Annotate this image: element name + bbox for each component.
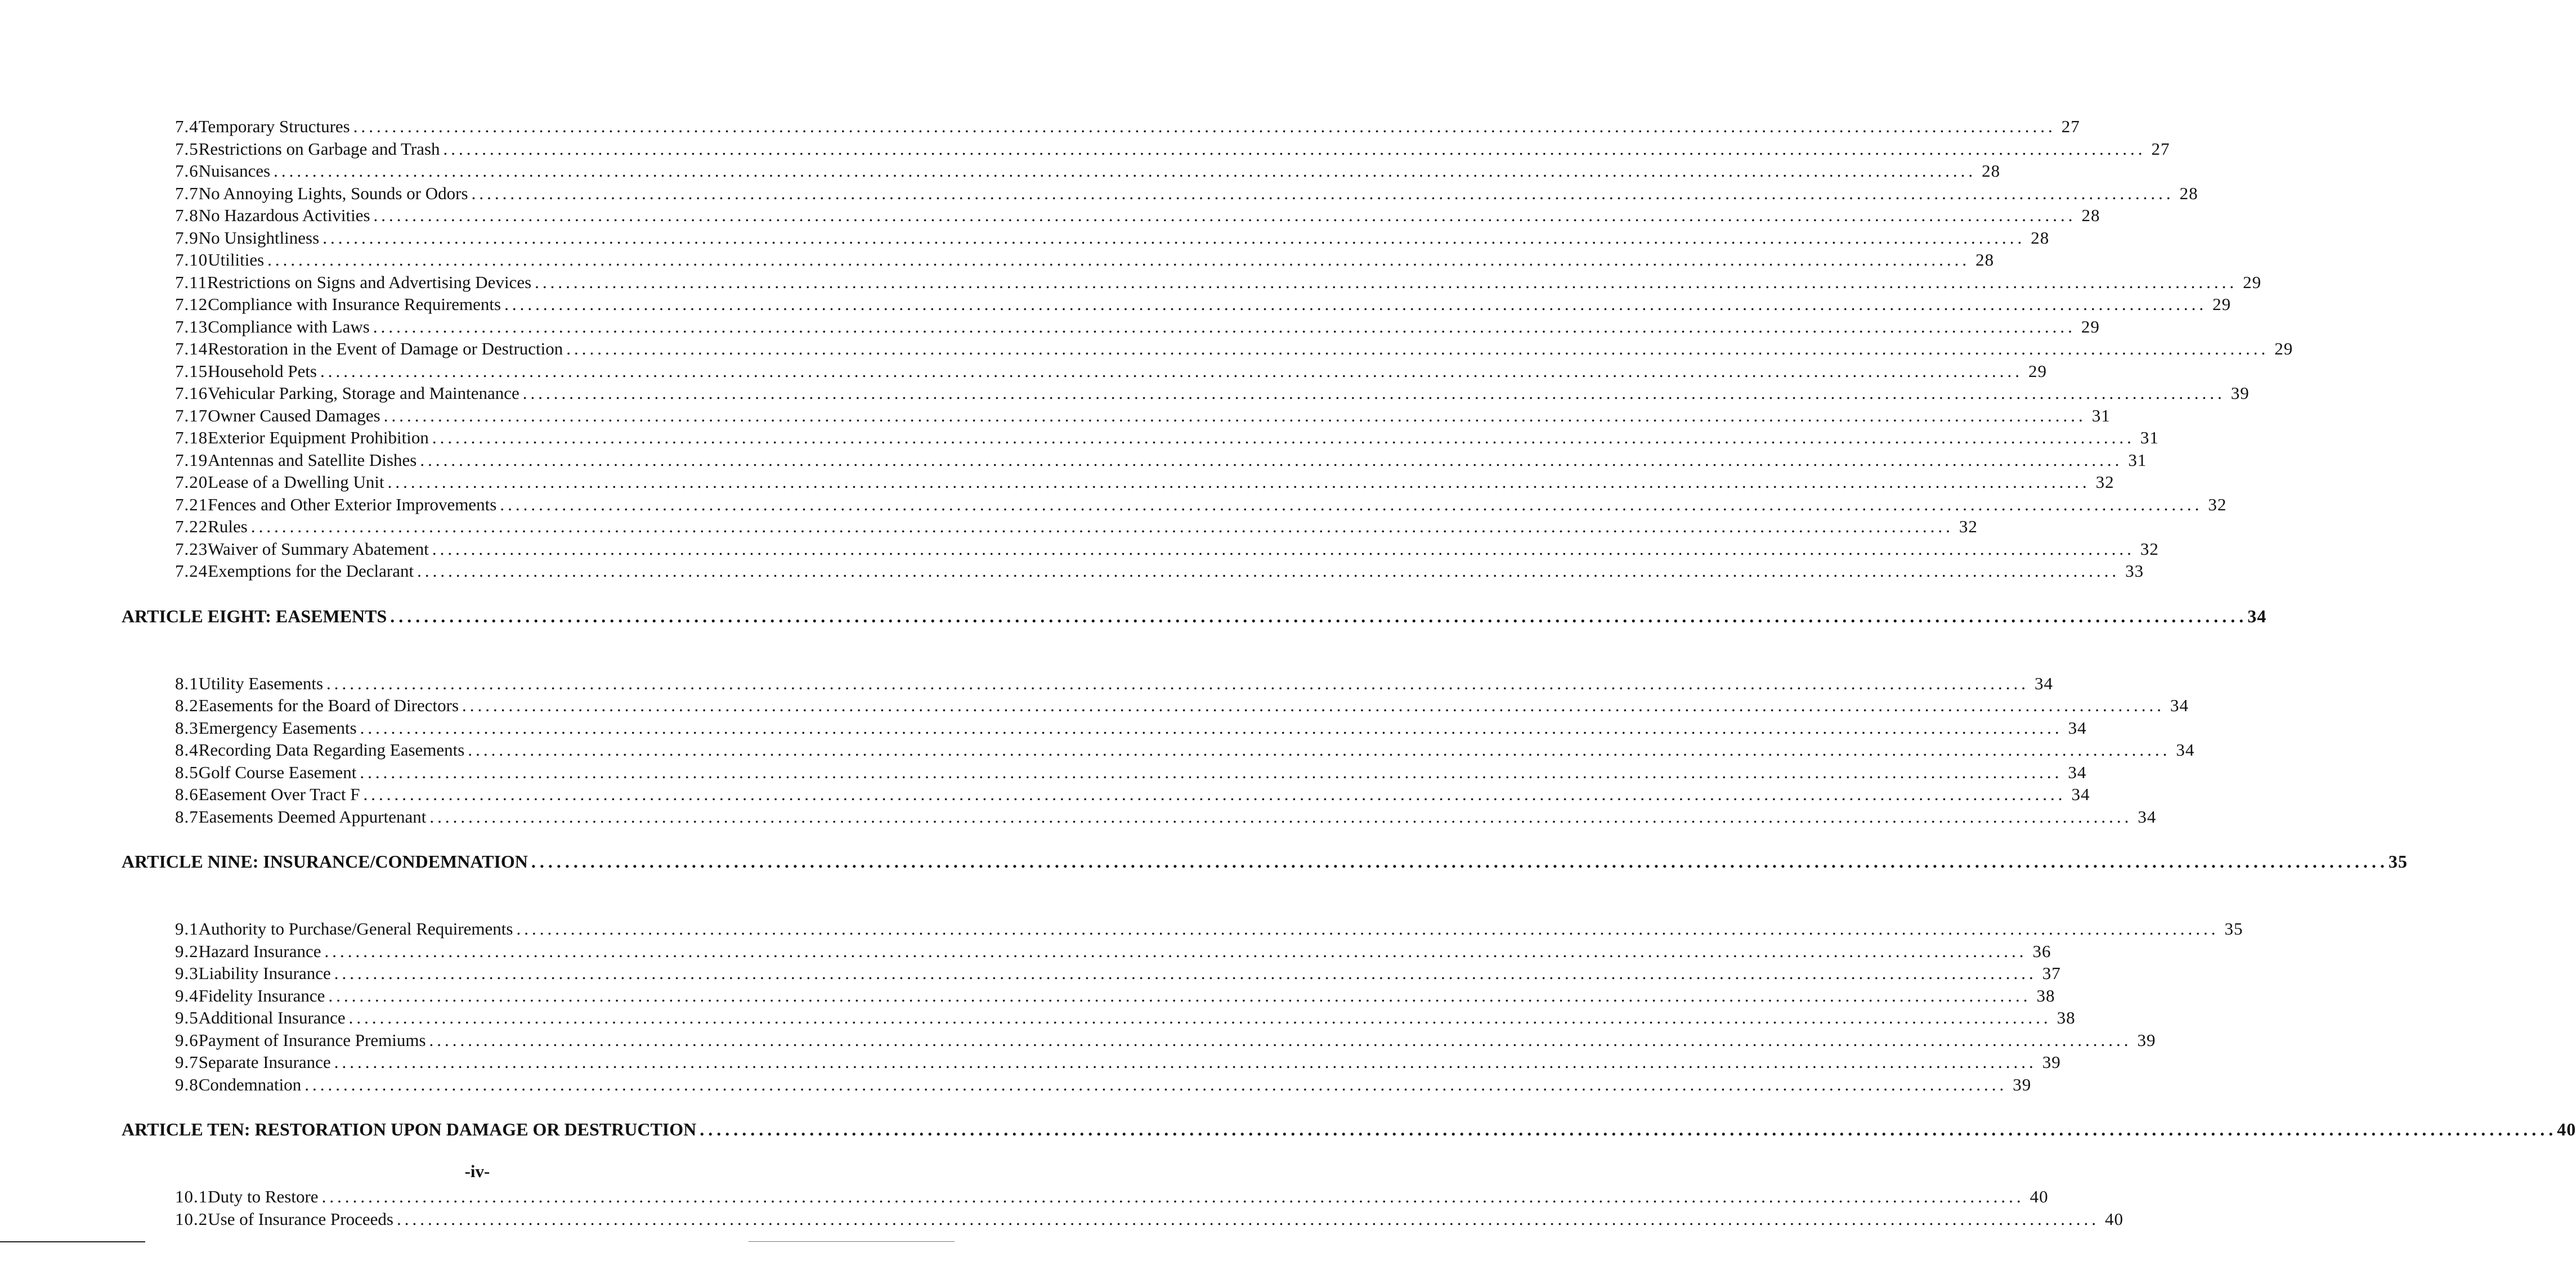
toc-entry	[175, 227, 2050, 249]
dot-leader: ............................................................................................................................................................................................................................	[321, 1187, 2024, 1206]
section-title: Owner Caused Damages	[208, 405, 380, 425]
section-number: 8.3	[175, 717, 199, 738]
toc-entry	[175, 560, 2144, 582]
section-number: 7.23	[175, 538, 208, 559]
dot-leader: ............................................................................................................................................................................................................................	[390, 605, 2248, 626]
page-ref: 27	[2061, 116, 2080, 136]
page-ref: 34	[2071, 784, 2090, 804]
section-title: Condemnation	[198, 1074, 302, 1094]
section-title: Utility Easements	[198, 673, 324, 693]
toc-entry	[175, 1029, 2156, 1052]
dot-leader: ............................................................................................................................................................................................................................	[320, 361, 2023, 381]
section-number: 7.10	[175, 250, 208, 270]
toc-entry	[175, 427, 2159, 449]
article-title: ARTICLE EIGHT: EASEMENTS	[122, 605, 387, 626]
section-title: Additional Insurance	[198, 1008, 346, 1027]
section-number: 7.4	[175, 116, 199, 136]
section-number: 8.7	[175, 806, 199, 827]
section-number: 9.8	[175, 1074, 199, 1094]
section-number: 7.8	[175, 205, 199, 225]
section-number: 9.7	[175, 1052, 199, 1072]
dot-leader: ............................................................................................................................................................................................................................	[324, 941, 2027, 961]
page-ref: 28	[2081, 205, 2100, 225]
section-title: Golf Course Easement	[198, 762, 357, 782]
toc-entry	[175, 783, 2090, 806]
section-title: Easements for the Board of Directors	[198, 695, 459, 715]
dot-leader: ............................................................................................................................................................................................................................	[535, 272, 2238, 292]
page-number: -iv-	[464, 1161, 490, 1181]
section-title: No Hazardous Activities	[198, 205, 370, 225]
page-ref: 39	[2042, 1052, 2061, 1072]
page-ref: 34	[2035, 673, 2054, 693]
page-ref: 29	[2081, 316, 2100, 336]
section-number: 9.2	[175, 941, 199, 961]
article-title: ARTICLE NINE: INSURANCE/CONDEMNATION	[122, 851, 528, 872]
dot-leader: ............................................................................................................................................................................................................................	[274, 161, 1977, 181]
page-ref: 34	[2176, 740, 2195, 760]
page-ref: 28	[1975, 250, 1995, 270]
page-ref: 34	[2068, 717, 2087, 738]
dot-leader: ............................................................................................................................................................................................................................	[396, 1209, 2099, 1229]
section-title: Compliance with Laws	[208, 316, 370, 336]
page-ref: 32	[1959, 517, 1978, 536]
bottom-right-rule	[749, 1241, 955, 1242]
dot-leader: ............................................................................................................................................................................................................................	[516, 919, 2219, 939]
section-number: 7.15	[175, 361, 208, 381]
toc-entry	[175, 1208, 2123, 1231]
dot-leader: ............................................................................................................................................................................................................................	[429, 806, 2133, 827]
dot-leader: ............................................................................................................................................................................................................................	[471, 183, 2174, 203]
section-number: 8.1	[175, 673, 199, 693]
page-ref: 29	[2028, 361, 2047, 381]
section-number: 10.1	[175, 1187, 208, 1206]
toc-entry	[175, 338, 2293, 360]
section-title: Duty to Restore	[208, 1187, 319, 1206]
toc-entry	[175, 694, 2189, 717]
page-ref: 31	[2128, 450, 2147, 470]
dot-leader: ............................................................................................................................................................................................................................	[504, 294, 2207, 314]
dot-leader: ............................................................................................................................................................................................................................	[348, 1008, 2051, 1027]
toc-entry	[175, 293, 2232, 316]
toc-entry	[175, 717, 2087, 739]
section-number: 7.12	[175, 294, 208, 314]
section-number: 8.4	[175, 740, 199, 760]
toc-entry	[175, 761, 2087, 784]
dot-leader: ............................................................................................................................................................................................................................	[334, 963, 2037, 983]
section-number: 7.11	[175, 272, 208, 292]
dot-leader: ............................................................................................................................................................................................................................	[387, 472, 2090, 492]
toc-entry	[175, 1186, 2049, 1208]
dot-leader: ............................................................................................................................................................................................................................	[429, 1030, 2132, 1050]
article-heading	[122, 1118, 2576, 1141]
section-title: Fidelity Insurance	[198, 985, 325, 1005]
page-ref: 32	[2208, 494, 2227, 514]
section-title: Fences and Other Exterior Improvements	[208, 494, 497, 514]
toc-entry	[175, 471, 2114, 493]
toc-entry	[175, 918, 2243, 940]
toc-entry	[175, 493, 2227, 516]
section-title: Exterior Equipment Prohibition	[208, 428, 429, 447]
dot-leader: ............................................................................................................................................................................................................................	[383, 405, 2086, 425]
section-title: Restrictions on Garbage and Trash	[198, 138, 440, 159]
page-ref: 35	[2224, 919, 2243, 939]
page-ref: 34	[2138, 806, 2157, 827]
toc-entry	[175, 672, 2054, 695]
section-number: 8.5	[175, 762, 199, 782]
section-number: 9.5	[175, 1008, 199, 1027]
dot-leader: ............................................................................................................................................................................................................................	[326, 673, 2030, 693]
section-title: Hazard Insurance	[198, 941, 321, 961]
toc-entry	[175, 515, 1978, 538]
page-ref: 38	[2036, 985, 2055, 1005]
dot-leader: ............................................................................................................................................................................................................................	[417, 561, 2120, 581]
section-number: 7.19	[175, 450, 208, 470]
toc-entry	[175, 160, 2001, 182]
toc-entry	[175, 985, 2055, 1007]
toc-entry	[175, 449, 2147, 472]
page-ref: 34	[2170, 695, 2189, 715]
page-ref: 40	[2557, 1119, 2576, 1139]
section-number: 7.16	[175, 383, 208, 403]
dot-leader: ............................................................................................................................................................................................................................	[432, 428, 2135, 447]
page-ref: 36	[2032, 941, 2051, 961]
dot-leader: ............................................................................................................................................................................................................................	[328, 985, 2031, 1005]
section-number: 7.13	[175, 316, 208, 336]
section-title: Antennas and Satellite Dishes	[208, 450, 417, 470]
page-ref: 34	[2068, 762, 2087, 782]
dot-leader: ............................................................................................................................................................................................................................	[522, 383, 2225, 403]
section-title: Emergency Easements	[198, 717, 357, 738]
article-heading	[122, 605, 2267, 627]
page-ref: 28	[2179, 183, 2198, 203]
page-ref: 40	[2104, 1209, 2123, 1229]
page-ref: 35	[2388, 851, 2408, 872]
article-title: ARTICLE TEN: RESTORATION UPON DAMAGE OR DESTRUCTION	[122, 1119, 697, 1139]
page-ref: 38	[2057, 1008, 2076, 1027]
page-ref: 39	[2137, 1030, 2156, 1050]
dot-leader: ............................................................................................................................................................................................................................	[373, 316, 2076, 336]
section-title: Utilities	[208, 250, 265, 270]
toc-entry	[175, 538, 2159, 560]
section-number: 9.6	[175, 1030, 199, 1050]
page-ref: 32	[2140, 538, 2159, 559]
section-number: 9.4	[175, 985, 199, 1005]
toc-entry	[175, 739, 2195, 761]
toc-entry	[175, 249, 1995, 271]
section-title: Nuisances	[198, 161, 271, 181]
section-number: 10.2	[175, 1209, 208, 1229]
section-title: Rules	[208, 517, 248, 536]
dot-leader: ............................................................................................................................................................................................................................	[700, 1119, 2557, 1139]
toc-entry	[175, 204, 2100, 227]
dot-leader: ............................................................................................................................................................................................................................	[443, 138, 2146, 159]
section-number: 7.24	[175, 561, 208, 581]
toc-entry	[175, 940, 2051, 963]
page-ref: 29	[2274, 339, 2293, 358]
section-title: Authority to Purchase/General Requirements	[198, 919, 513, 939]
section-number: 7.17	[175, 405, 208, 425]
section-title: Restrictions on Signs and Advertising Devices	[207, 272, 532, 292]
page-ref: 29	[2212, 294, 2232, 314]
toc-entry	[175, 806, 2157, 828]
dot-leader: ............................................................................................................................................................................................................................	[360, 762, 2063, 782]
section-number: 7.22	[175, 517, 208, 536]
page-ref: 34	[2247, 605, 2267, 626]
section-title: No Unsightliness	[198, 227, 320, 248]
toc-entry	[175, 1074, 2032, 1096]
dot-leader: ............................................................................................................................................................................................................................	[420, 450, 2123, 470]
section-title: Liability Insurance	[198, 963, 331, 983]
section-title: Waiver of Summary Abatement	[208, 538, 429, 559]
section-number: 7.18	[175, 428, 208, 447]
page-ref: 28	[1982, 161, 2001, 181]
dot-leader: ............................................................................................................................................................................................................................	[360, 717, 2063, 738]
section-title: Restoration in the Event of Damage or Destruction	[208, 339, 563, 358]
article-heading	[122, 850, 2408, 873]
page-ref: 39	[2013, 1074, 2032, 1094]
dot-leader: ............................................................................................................................................................................................................................	[462, 695, 2165, 715]
section-title: Compliance with Insurance Requirements	[208, 294, 501, 314]
page-ref: 37	[2042, 963, 2061, 983]
page-ref: 28	[2031, 227, 2050, 248]
section-title: Easement Over Tract F	[198, 784, 360, 804]
dot-leader: ............................................................................................................................................................................................................................	[373, 205, 2076, 225]
page-ref: 32	[2095, 472, 2114, 492]
section-title: Separate Insurance	[198, 1052, 331, 1072]
toc-entry	[175, 115, 2080, 138]
dot-leader: ............................................................................................................................................................................................................................	[304, 1074, 2008, 1094]
section-number: 7.9	[175, 227, 199, 248]
toc-entry	[175, 962, 2061, 985]
section-number: 7.6	[175, 161, 199, 181]
section-number: 9.1	[175, 919, 199, 939]
section-number: 7.21	[175, 494, 208, 514]
section-number: 8.6	[175, 784, 199, 804]
page-ref: 39	[2230, 383, 2250, 403]
section-title: Easements Deemed Appurtenant	[198, 806, 427, 827]
section-number: 7.7	[175, 183, 199, 203]
page-ref: 27	[2151, 138, 2170, 159]
toc-entry	[175, 360, 2047, 383]
page-ref: 29	[2243, 272, 2262, 292]
toc-entry	[175, 1051, 2061, 1074]
section-title: Recording Data Regarding Easements	[198, 740, 465, 760]
dot-leader: ............................................................................................................................................................................................................................	[267, 250, 1970, 270]
page-ref: 40	[2030, 1187, 2049, 1206]
page-ref: 31	[2091, 405, 2111, 425]
dot-leader: ............................................................................................................................................................................................................................	[363, 784, 2066, 804]
dot-leader: ............................................................................................................................................................................................................................	[322, 227, 2026, 248]
toc-entry	[175, 271, 2262, 294]
dot-leader: ............................................................................................................................................................................................................................	[334, 1052, 2037, 1072]
section-number: 7.5	[175, 138, 199, 159]
section-title: Lease of a Dwelling Unit	[208, 472, 384, 492]
page-ref: 31	[2140, 428, 2159, 447]
dot-leader: ............................................................................................................................................................................................................................	[432, 538, 2135, 559]
section-title: No Annoying Lights, Sounds or Odors	[198, 183, 468, 203]
toc-entry	[175, 1007, 2076, 1029]
section-number: 7.20	[175, 472, 208, 492]
section-number: 8.2	[175, 695, 199, 715]
section-title: Household Pets	[208, 361, 317, 381]
dot-leader: ............................................................................................................................................................................................................................	[250, 517, 1954, 536]
section-number: 7.14	[175, 339, 208, 358]
dot-leader: ............................................................................................................................................................................................................................	[353, 116, 2056, 136]
toc-entry	[175, 382, 2250, 405]
toc-entry	[175, 316, 2100, 338]
dot-leader: ............................................................................................................................................................................................................................	[531, 851, 2389, 872]
section-title: Payment of Insurance Premiums	[198, 1030, 426, 1050]
dot-leader: ............................................................................................................................................................................................................................	[468, 740, 2171, 760]
section-title: Vehicular Parking, Storage and Maintenance	[208, 383, 519, 403]
page-ref: 33	[2125, 561, 2144, 581]
toc-entry	[175, 405, 2111, 427]
section-number: 9.3	[175, 963, 199, 983]
toc-entry	[175, 182, 2198, 205]
dot-leader: ............................................................................................................................................................................................................................	[566, 339, 2269, 358]
bottom-left-rule	[0, 1241, 145, 1242]
toc-entry	[175, 138, 2170, 160]
section-title: Exemptions for the Declarant	[208, 561, 414, 581]
section-title: Use of Insurance Proceeds	[208, 1209, 393, 1229]
section-title: Temporary Structures	[198, 116, 350, 136]
dot-leader: ............................................................................................................................................................................................................................	[500, 494, 2203, 514]
